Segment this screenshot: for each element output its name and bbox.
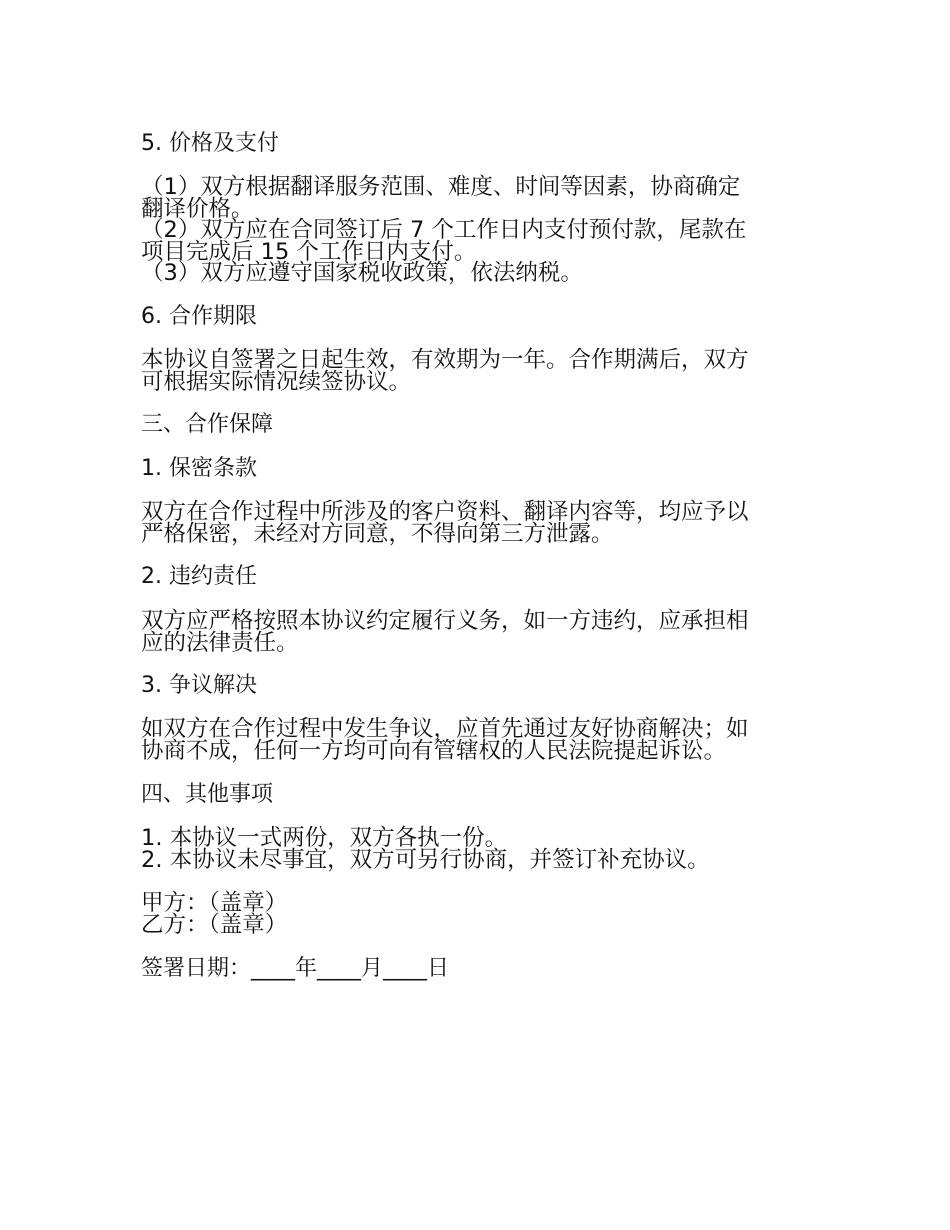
price-item-2-line-1: （2）双方应在合同签订后 7 个工作日内支付预付款，尾款在 [141,217,747,243]
section-heading-other: 四、其他事项 [141,782,274,807]
price-item-1-line-1: （1）双方根据翻译服务范围、难度、时间等因素，协商确定 [141,174,741,200]
dispute-line-2: 协商不成，任何一方均可向有管辖权的人民法院提起诉讼。 [141,738,727,764]
term-line-1: 本协议自签署之日起生效，有效期为一年。合作期满后，双方 [141,347,749,373]
other-line-2: 2. 本协议未尽事宜，双方可另行协商，并签订补充协议。 [141,847,710,873]
subheading-liability: 2. 违约责任 [141,564,257,589]
confidentiality-line-2: 严格保密，未经对方同意，不得向第三方泄露。 [141,521,614,547]
section-heading-term: 6. 合作期限 [141,304,257,329]
price-item-3: （3）双方应遵守国家税收政策，依法纳税。 [141,260,583,286]
price-item-1-line-2: 翻译价格。 [141,196,254,222]
liability-line-1: 双方应严格按照本协议约定履行义务，如一方违约，应承担相 [141,608,749,634]
term-line-2: 可根据实际情况续签协议。 [141,369,412,395]
other-line-1: 1. 本协议一式两份，双方各执一份。 [141,825,508,851]
subheading-confidentiality: 1. 保密条款 [141,456,257,481]
signature-party-b: 乙方：（盖章） [141,912,288,938]
price-item-2-line-2: 项目完成后 15 个工作日内支付。 [141,239,477,265]
confidentiality-line-1: 双方在合作过程中所涉及的客户资料、翻译内容等，均应予以 [141,499,749,525]
signature-date: 签署日期：____年____月____日 [141,956,450,981]
section-heading-price-payment: 5. 价格及支付 [141,131,279,156]
signature-party-a: 甲方：（盖章） [141,890,288,916]
section-heading-guarantee: 三、合作保障 [141,412,274,437]
subheading-dispute: 3. 争议解决 [141,673,257,698]
dispute-line-1: 如双方在合作过程中发生争议，应首先通过友好协商解决；如 [141,716,749,742]
liability-line-2: 应的法律责任。 [141,630,299,656]
